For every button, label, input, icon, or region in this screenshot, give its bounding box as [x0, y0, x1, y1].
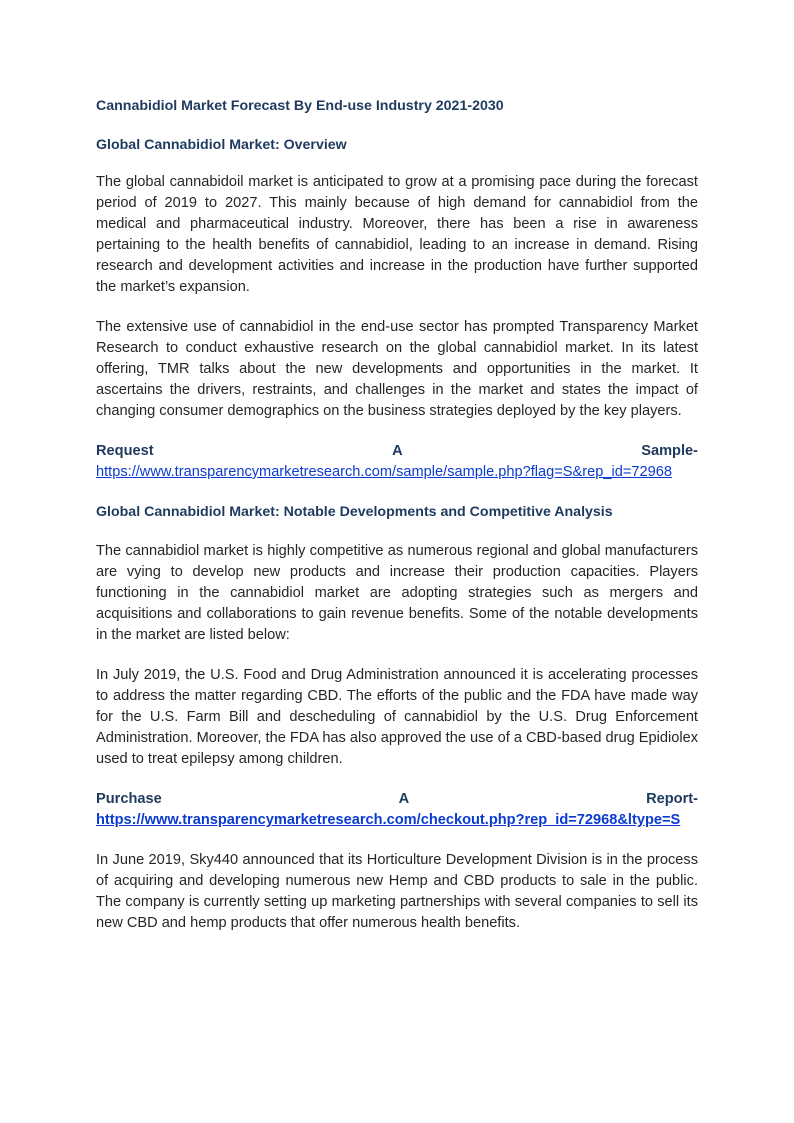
a-word: A: [392, 443, 403, 459]
purchase-word: Purchase: [96, 791, 162, 807]
a-word-2: A: [398, 791, 410, 807]
developments-heading: Global Cannabidiol Market: Notable Developments and Competitive Analysis: [96, 504, 613, 520]
report-word: Report-: [646, 791, 698, 807]
overview-paragraph-2: The extensive use of cannabidiol in the end-use sector has prompted Transparency Market Research to conduct exhaustive research on the global cannabidiol market. In its latest offering, TMR talks about the new developments and opportunities in the market. It ascertains the drivers, restraints, and challenges in the market and states the impact of changing consumer demographics on the business strategies deployed by the key players.: [96, 319, 698, 419]
purchase-report-label: [96, 789, 698, 810]
sample-word: Sample-: [641, 443, 698, 459]
request-sample-label: [96, 441, 698, 462]
request-word: Request: [96, 443, 154, 459]
document-page: [96, 96, 698, 953]
developments-paragraph-2: In July 2019, the U.S. Food and Drug Administration announced it is accelerating processes to address the matter regarding CBD. The efforts of the public and the FDA have made way for the U.S. Farm Bill and descheduling of cannabidiol by the U.S. Drug Enforcement Administration. Moreover, the FDA has also approved the use of a CBD-based drug Epidiolex used to treat epilepsy among children.: [96, 667, 698, 767]
purchase-report-block: [96, 789, 698, 831]
document-title: Cannabidiol Market Forecast By End-use Industry 2021-2030: [96, 98, 504, 114]
request-sample-block: [96, 441, 698, 483]
sample-link[interactable]: https://www.transparencymarketresearch.com/sample/sample.php?flag=S&rep_id=72968: [96, 464, 672, 480]
purchase-link[interactable]: https://www.transparencymarketresearch.com/checkout.php?rep_id=72968&ltype=S: [96, 812, 681, 828]
developments-paragraph-3: In June 2019, Sky440 announced that its Horticulture Development Division is in the process of acquiring and developing numerous new Hemp and CBD products to sale in the public. The company is currently setting up marketing partnerships with several companies to sell its new CBD and hemp products that offer numerous health benefits.: [96, 852, 698, 931]
developments-paragraph-1: The cannabidiol market is highly competitive as numerous regional and global manufacturers are vying to develop new products and increase their production capacities. Players functioning in the cannabidiol market are adopting strategies such as mergers and acquisitions and collaborations to gain revenue benefits. Some of the notable developments in the market are listed below:: [96, 543, 698, 643]
overview-heading: Global Cannabidiol Market: Overview: [96, 137, 347, 153]
overview-paragraph-1: The global cannabidoil market is anticipated to grow at a promising pace during the forecast period of 2019 to 2027. This mainly because of high demand for cannabidiol from the medical and pharmaceutical industry. Moreover, there has been a rise in awareness pertaining to the health benefits of cannabidiol, leading to an increase in demand. Rising research and development activities and increase in the production have further supported the market’s expansion.: [96, 174, 698, 295]
